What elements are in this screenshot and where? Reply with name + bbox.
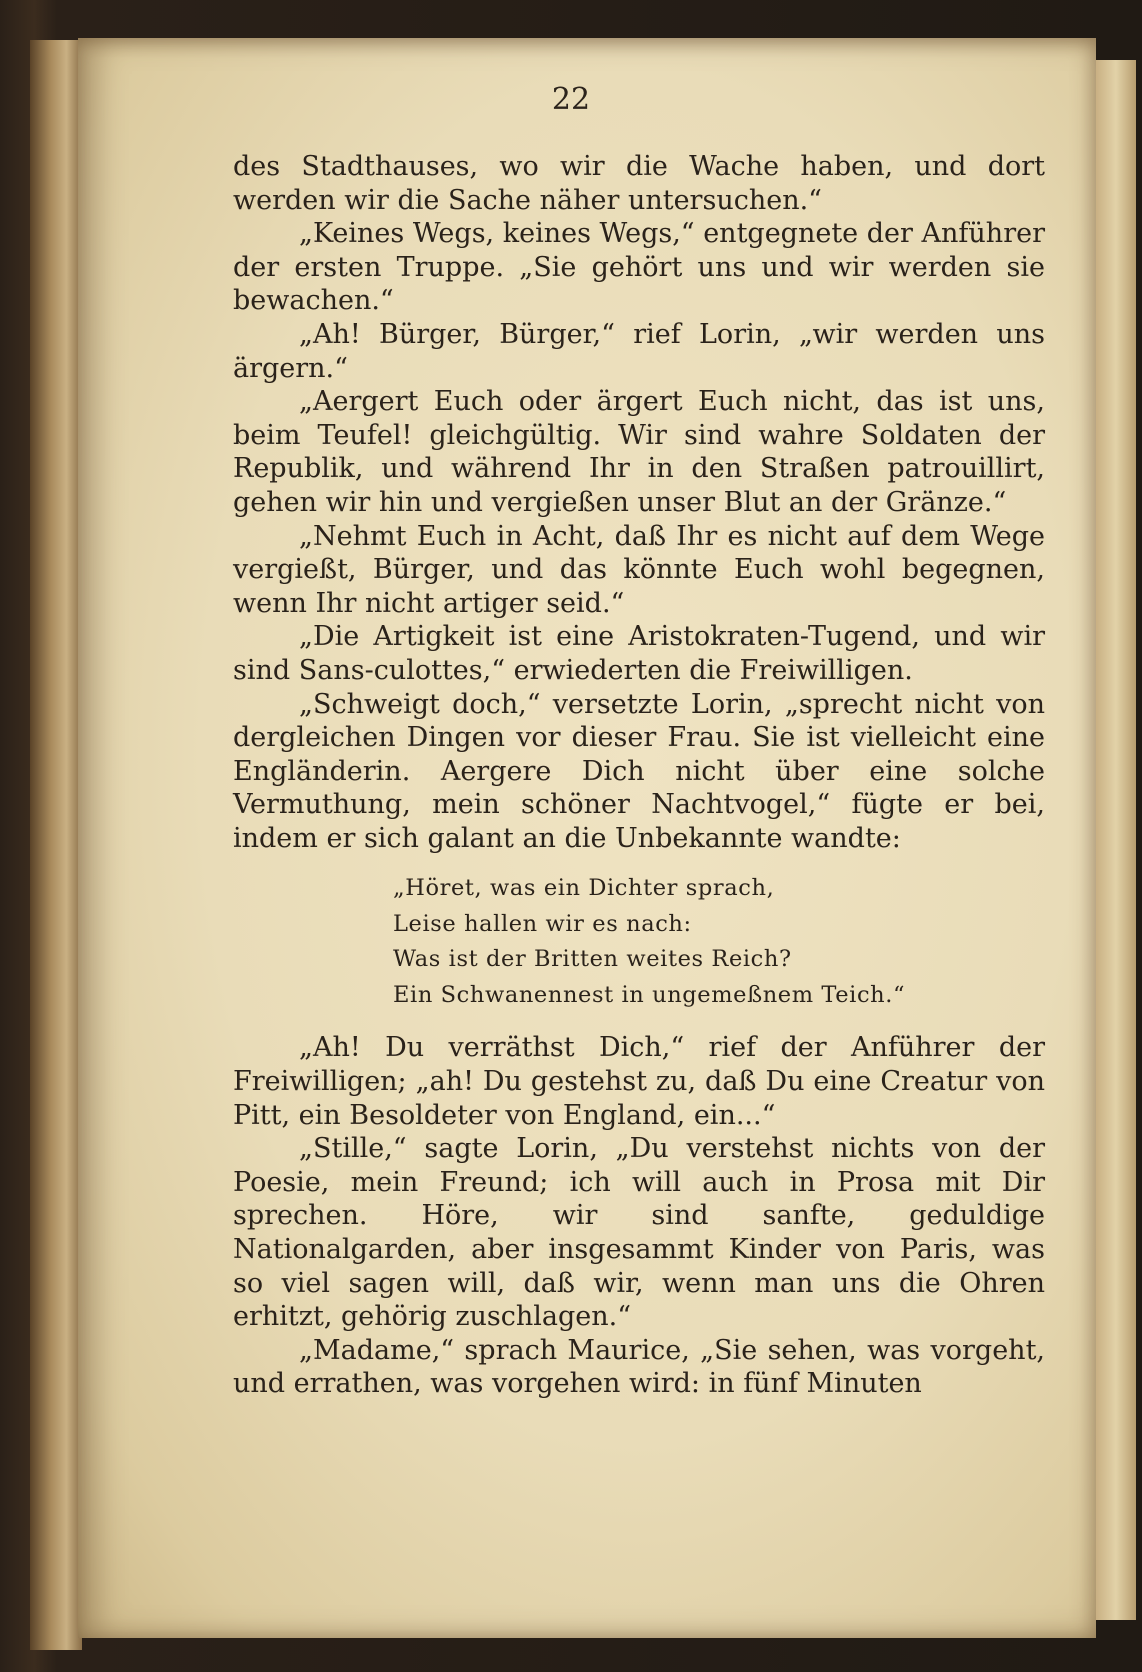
paragraph: „Ah! Bürger, Bürger,“ rief Lorin, „wir werden uns ärgern.“ (233, 318, 1045, 384)
paragraph: „Aergert Euch oder ärgert Euch nicht, das ist uns, beim Teufel! gleichgültig. Wir sind wahre Soldaten der Republik, und während Ihr in den Straßen patrouillirt, gehen wir hin und vergießen unser Blut an der Gränze.“ (233, 386, 1045, 518)
poem-line: „Höret, was ein Dichter sprach, (393, 875, 775, 902)
paragraph: des Stadthauses, wo wir die Wache haben, und dort werden wir die Sache näher untersuchen.“ (233, 151, 1045, 216)
book-gutter (30, 40, 82, 1650)
poem-line: Ein Schwanennest in ungemeßnem Teich.“ (393, 981, 906, 1008)
page-edge (1096, 60, 1136, 1620)
page-number: 22 (551, 82, 591, 117)
paragraph: „Stille,“ sagte Lorin, „Du verstehst nichts von der Poesie, mein Freund; ich will auch in Prosa mit Dir sprechen. Höre, wir sind sanfte, geduldige Nationalgarden, aber insgesammt Kinder von Paris, was so viel sagen will, daß wir, wenn man uns die Ohren erhitzt, gehörig zuschlagen.“ (233, 1133, 1045, 1333)
paragraph: „Nehmt Euch in Acht, daß Ihr es nicht auf dem Wege vergießt, Bürger, und das könnte Euch wohl begegnen, wenn Ihr nicht artiger seid.“ (233, 520, 1045, 619)
page-text (233, 150, 1045, 1401)
paragraph: „Die Artigkeit ist eine Aristokraten-Tugend, und wir sind Sans-culottes,“ erwiederten die Freiwilligen. (233, 621, 1045, 686)
paragraph: „Keines Wegs, keines Wegs,“ entgegnete der Anführer der ersten Truppe. „Sie gehört uns und wir werden sie bewachen.“ (233, 218, 1045, 317)
poem-verse (393, 871, 1045, 1013)
paragraph: „Ah! Du verräthst Dich,“ rief der Anführer der Freiwilligen; „ah! Du gestehst zu, daß Du eine Creatur von Pitt, ein Besoldeter von England, ein...“ (233, 1032, 1045, 1131)
paragraph: „Schweigt doch,“ versetzte Lorin, „sprecht nicht von dergleichen Dingen vor dieser Frau. Sie ist vielleicht eine Engländerin. Aergere Dich nicht über eine solche Vermuthung, mein schöner Nachtvogel,“ fügte er bei, indem er sich galant an die Unbekannte wandte: (233, 688, 1045, 854)
poem-line: Was ist der Britten weites Reich? (393, 946, 792, 973)
poem-line: Leise hallen wir es nach: (393, 910, 692, 937)
paragraph: „Madame,“ sprach Maurice, „Sie sehen, was vorgeht, und errathen, was vorgehen wird: in fünf Minuten (233, 1334, 1045, 1400)
